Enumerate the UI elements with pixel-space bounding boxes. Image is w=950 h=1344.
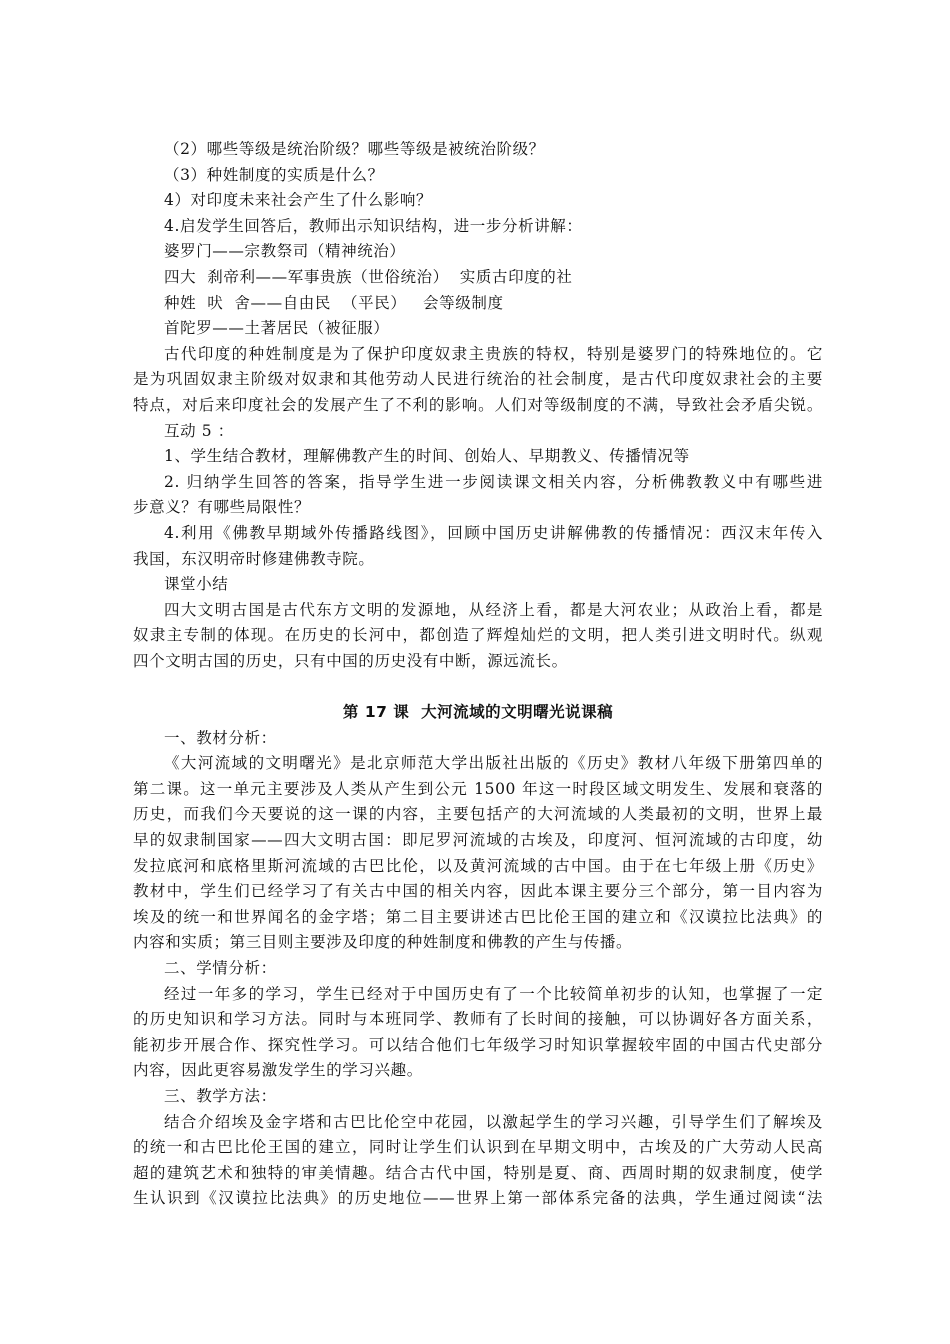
question-line: （2）哪些等级是统治阶级？哪些等级是被统治阶级？ [164,140,545,158]
paragraph-line: 四大文明古国是古代东方文明的发源地，从经济上看，都是大河农业；从政治上看，都是 [164,600,823,619]
structure-line: 种姓 吠 舍——自由民 （平民） 会等级制度 [164,293,504,312]
paragraph-line: 特点，对后来印度社会的发展产生了不利的影响。人们对等级制度的不满，导致社会矛盾尖锐。 [133,395,823,414]
paragraph-line: 是为巩固奴隶主阶级对奴隶和其他劳动人民进行统治的社会制度，是古代印度奴隶社会的主要 [133,370,823,389]
paragraph-line: 埃及的统一和世界闻名的金字塔；第二目主要讲述古巴比伦王国的建立和《汉谟拉比法典》的 [133,907,823,926]
section-heading: 三、教学方法： [164,1086,277,1105]
paragraph-line: 1、学生结合教材，理解佛教产生的时间、创始人、早期教义、传播情况等 [164,447,690,466]
paragraph-line: 古代印度的种姓制度是为了保护印度奴隶主贵族的特权，特别是婆罗门的特殊地位的。它 [164,344,823,363]
paragraph-line: 四个文明古国的历史，只有中国的历史没有中断，源远流长。 [133,651,568,670]
paragraph-line: 能初步开展合作、探究性学习。可以结合他们七年级学习时知识掌握较牢固的中国古代史部分 [133,1035,823,1054]
paragraph-line: 教材中，学生们已经学习了有关古中国的相关内容，因此本课主要分三个部分，第一目内容为 [133,882,823,901]
document-page [133,137,823,1212]
paragraph-line: 4.利用《佛教早期域外传播路线图》，回顾中国历史讲解佛教的传播情况：西汉末年传入 [164,523,823,542]
section-heading: 二、学情分析： [164,959,277,977]
structure-line: 四大 刹帝利——军事贵族（世俗统治） 实质古印度的社 [164,267,573,286]
paragraph-line: 2. 归纳学生回答的答案，指导学生进一步阅读课文相关内容，分析佛教教义中有哪些进 [164,472,823,491]
paragraph-line: 超的建筑艺术和独特的审美情趣。结合古代中国，特别是夏、商、西周时期的奴隶制度，使学 [133,1163,823,1182]
paragraph-line: 第二课。这一单元主要涉及人类从产生到公元 1500 年这一时段区域文明发生、发展和衰落的 [133,779,823,798]
paragraph-line: 结合介绍埃及金字塔和古巴比伦空中花园，以激起学生的学习兴趣，引导学生们了解埃及 [164,1112,823,1131]
paragraph-line: 的统一和古巴比伦王国的建立，同时让学生们认识到在早期文明中，古埃及的广大劳动人民高 [133,1138,823,1157]
paragraph-line: 经过一年多的学习，学生已经对于中国历史有了一个比较简单初步的认知，也掌握了一定 [164,984,823,1003]
question-line: 4.启发学生回答后，教师出示知识结构，进一步分析讲解： [164,216,583,235]
question-line: （3）种姓制度的实质是什么？ [164,165,384,184]
paragraph-line: 我国，东汉明帝时修建佛教寺院。 [133,549,375,568]
lesson-title: 第 17 课 大河流域的文明曙光说课稿 [342,703,614,722]
structure-line: 首陀罗——土著居民（被征服） [164,319,390,338]
paragraph-line: 奴隶主专制的体现。在历史的长河中，都创造了辉煌灿烂的文明，把人类引进文明时代。纵观 [133,626,823,645]
paragraph-line: 《大河流域的文明曙光》是北京师范大学出版社出版的《历史》教材八年级下册第四单的 [164,754,823,773]
question-line: 4）对印度未来社会产生了什么影响？ [164,191,433,210]
paragraph-line: 生认识到《汉谟拉比法典》的历史地位——世界上第一部体系完备的法典，学生通过阅读“法 [133,1189,823,1208]
paragraph-line: 的历史知识和学习方法。同时与本班同学、教师有了长时间的接触，可以协调好各方面关系， [133,1010,823,1029]
interaction-heading: 互动 5 ： [164,421,234,440]
section-heading: 一、教材分析： [164,728,277,747]
paragraph-line: 内容和实质；第三目则主要涉及印度的种姓制度和佛教的产生与传播。 [133,933,633,952]
paragraph-line: 早的奴隶制国家——四大文明古国：即尼罗河流域的古埃及，印度河、恒河流域的古印度，幼 [133,831,823,850]
structure-line: 婆罗门——宗教祭司（精神统治） [164,242,406,261]
paragraph-line: 内容，因此更容易激发学生的学习兴趣。 [133,1061,423,1080]
paragraph-line: 发拉底河和底格里斯河流域的古巴比伦，以及黄河流域的古中国。由于在七年级上册《历史》 [133,856,823,875]
class-summary-heading: 课堂小结 [164,575,229,594]
paragraph-line: 步意义？有哪些局限性？ [133,498,311,517]
paragraph-line: 历史，而我们今天要说的这一课的内容，主要包括产的大河流域的人类最初的文明，世界上最 [133,805,823,824]
